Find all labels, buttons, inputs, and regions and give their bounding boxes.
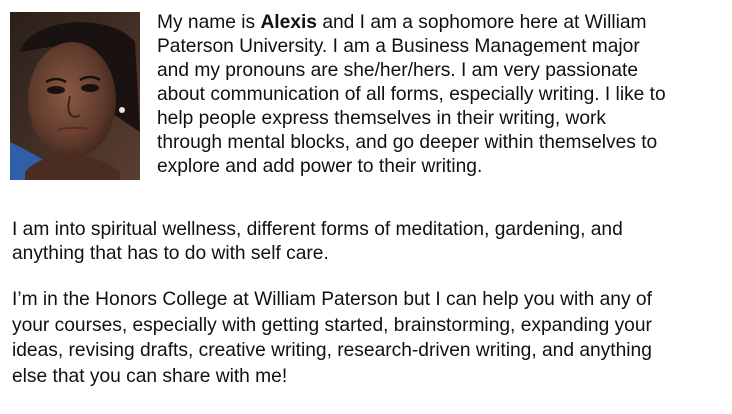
bio-line: about communication of all forms, especially writing. I like to	[157, 84, 666, 105]
bio-line: explore and add power to their writing.	[157, 156, 483, 177]
bio-line: through mental blocks, and go deeper within themselves to	[157, 132, 658, 153]
help-line: ideas, revising drafts, creative writing, research-driven writing, and anything	[12, 340, 652, 361]
bio-line: help people express themselves in their writing, work	[157, 108, 606, 129]
bio-line: My name is Alexis and I am a sophomore here at William	[157, 12, 647, 33]
profile-photo	[10, 12, 140, 180]
bio-paragraph	[157, 11, 727, 179]
interests-line: anything that has to do with self care.	[12, 243, 329, 264]
interests-line: I am into spiritual wellness, different forms of meditation, gardening, and	[12, 219, 623, 240]
bio-line: Paterson University. I am a Business Management major	[157, 36, 640, 57]
help-line: else that you can share with me!	[12, 365, 288, 387]
help-line: I’m in the Honors College at William Paterson but I can help you with any of	[12, 289, 652, 310]
interests-paragraph	[12, 218, 727, 266]
name-highlight: Alexis	[260, 12, 317, 33]
help-paragraph	[12, 287, 730, 389]
help-line: your courses, especially with getting started, brainstorming, expanding your	[12, 314, 652, 336]
bio-line: and my pronouns are she/her/hers. I am very passionate	[157, 60, 639, 81]
